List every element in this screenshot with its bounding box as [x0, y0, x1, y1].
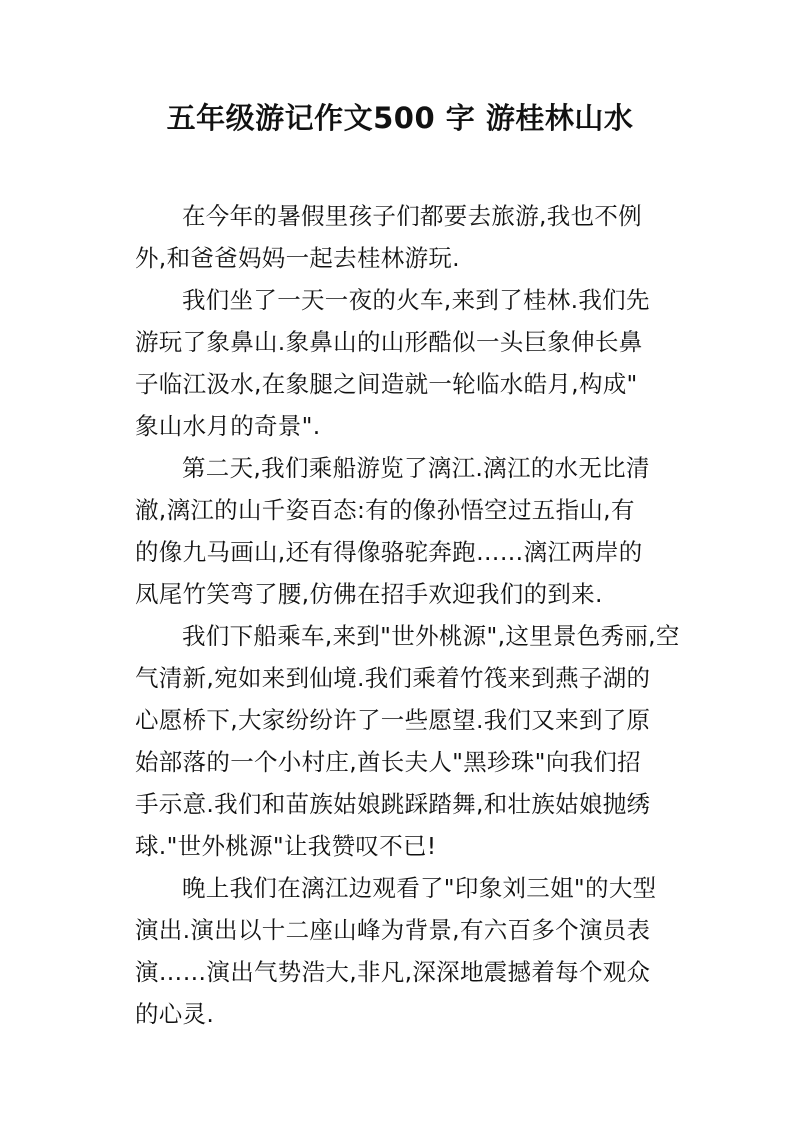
text-line: 在今年的暑假里孩子们都要去旅游,我也不例 [182, 202, 642, 230]
text-line: 澈,漓江的山千姿百态:有的像孙悟空过五指山,有 [135, 496, 635, 524]
document-body [135, 195, 735, 1035]
text-line: 始部落的一个小村庄,酋长夫人"黑珍珠"向我们招 [135, 748, 641, 776]
text-line: 我们下船乘车,来到"世外桃源",这里景色秀丽,空 [182, 622, 680, 650]
text-line: 手示意.我们和苗族姑娘跳踩踏舞,和壮族姑娘抛绣 [135, 790, 651, 818]
paragraph [135, 867, 735, 1035]
document-title: 五年级游记作文500 字 游桂林山水 [166, 101, 634, 135]
text-line: 演出.演出以十二座山峰为背景,有六百多个演员表 [135, 916, 651, 944]
text-line: 象山水月的奇景". [135, 412, 321, 440]
text-line: 凤尾竹笑弯了腰,仿佛在招手欢迎我们的到来. [135, 580, 603, 608]
text-line: 的像九马画山,还有得像骆驼奔跑……漓江两岸的 [135, 538, 643, 566]
paragraph [135, 195, 735, 279]
text-line: 外,和爸爸妈妈一起去桂林游玩. [135, 244, 460, 272]
text-line: 晚上我们在漓江边观看了"印象刘三姐"的大型 [182, 874, 657, 902]
paragraph [135, 615, 735, 867]
text-line: 子临江汲水,在象腿之间造就一轮临水皓月,构成" [135, 370, 638, 398]
text-line: 我们坐了一天一夜的火车,来到了桂林.我们先 [182, 286, 650, 314]
text-line: 心愿桥下,大家纷纷许了一些愿望.我们又来到了原 [135, 706, 651, 734]
text-line: 演……演出气势浩大,非凡,深深地震撼着每个观众 [135, 958, 651, 986]
text-line: 游玩了象鼻山.象鼻山的山形酷似一头巨象伸长鼻 [135, 328, 643, 356]
text-line: 球."世外桃源"让我赞叹不已! [135, 832, 437, 860]
paragraph [135, 279, 735, 447]
text-line: 气清新,宛如来到仙境.我们乘着竹筏来到燕子湖的 [135, 664, 651, 692]
text-line: 第二天,我们乘船游览了漓江.漓江的水无比清 [182, 454, 650, 482]
text-line: 的心灵. [135, 1000, 215, 1028]
paragraph [135, 447, 735, 615]
